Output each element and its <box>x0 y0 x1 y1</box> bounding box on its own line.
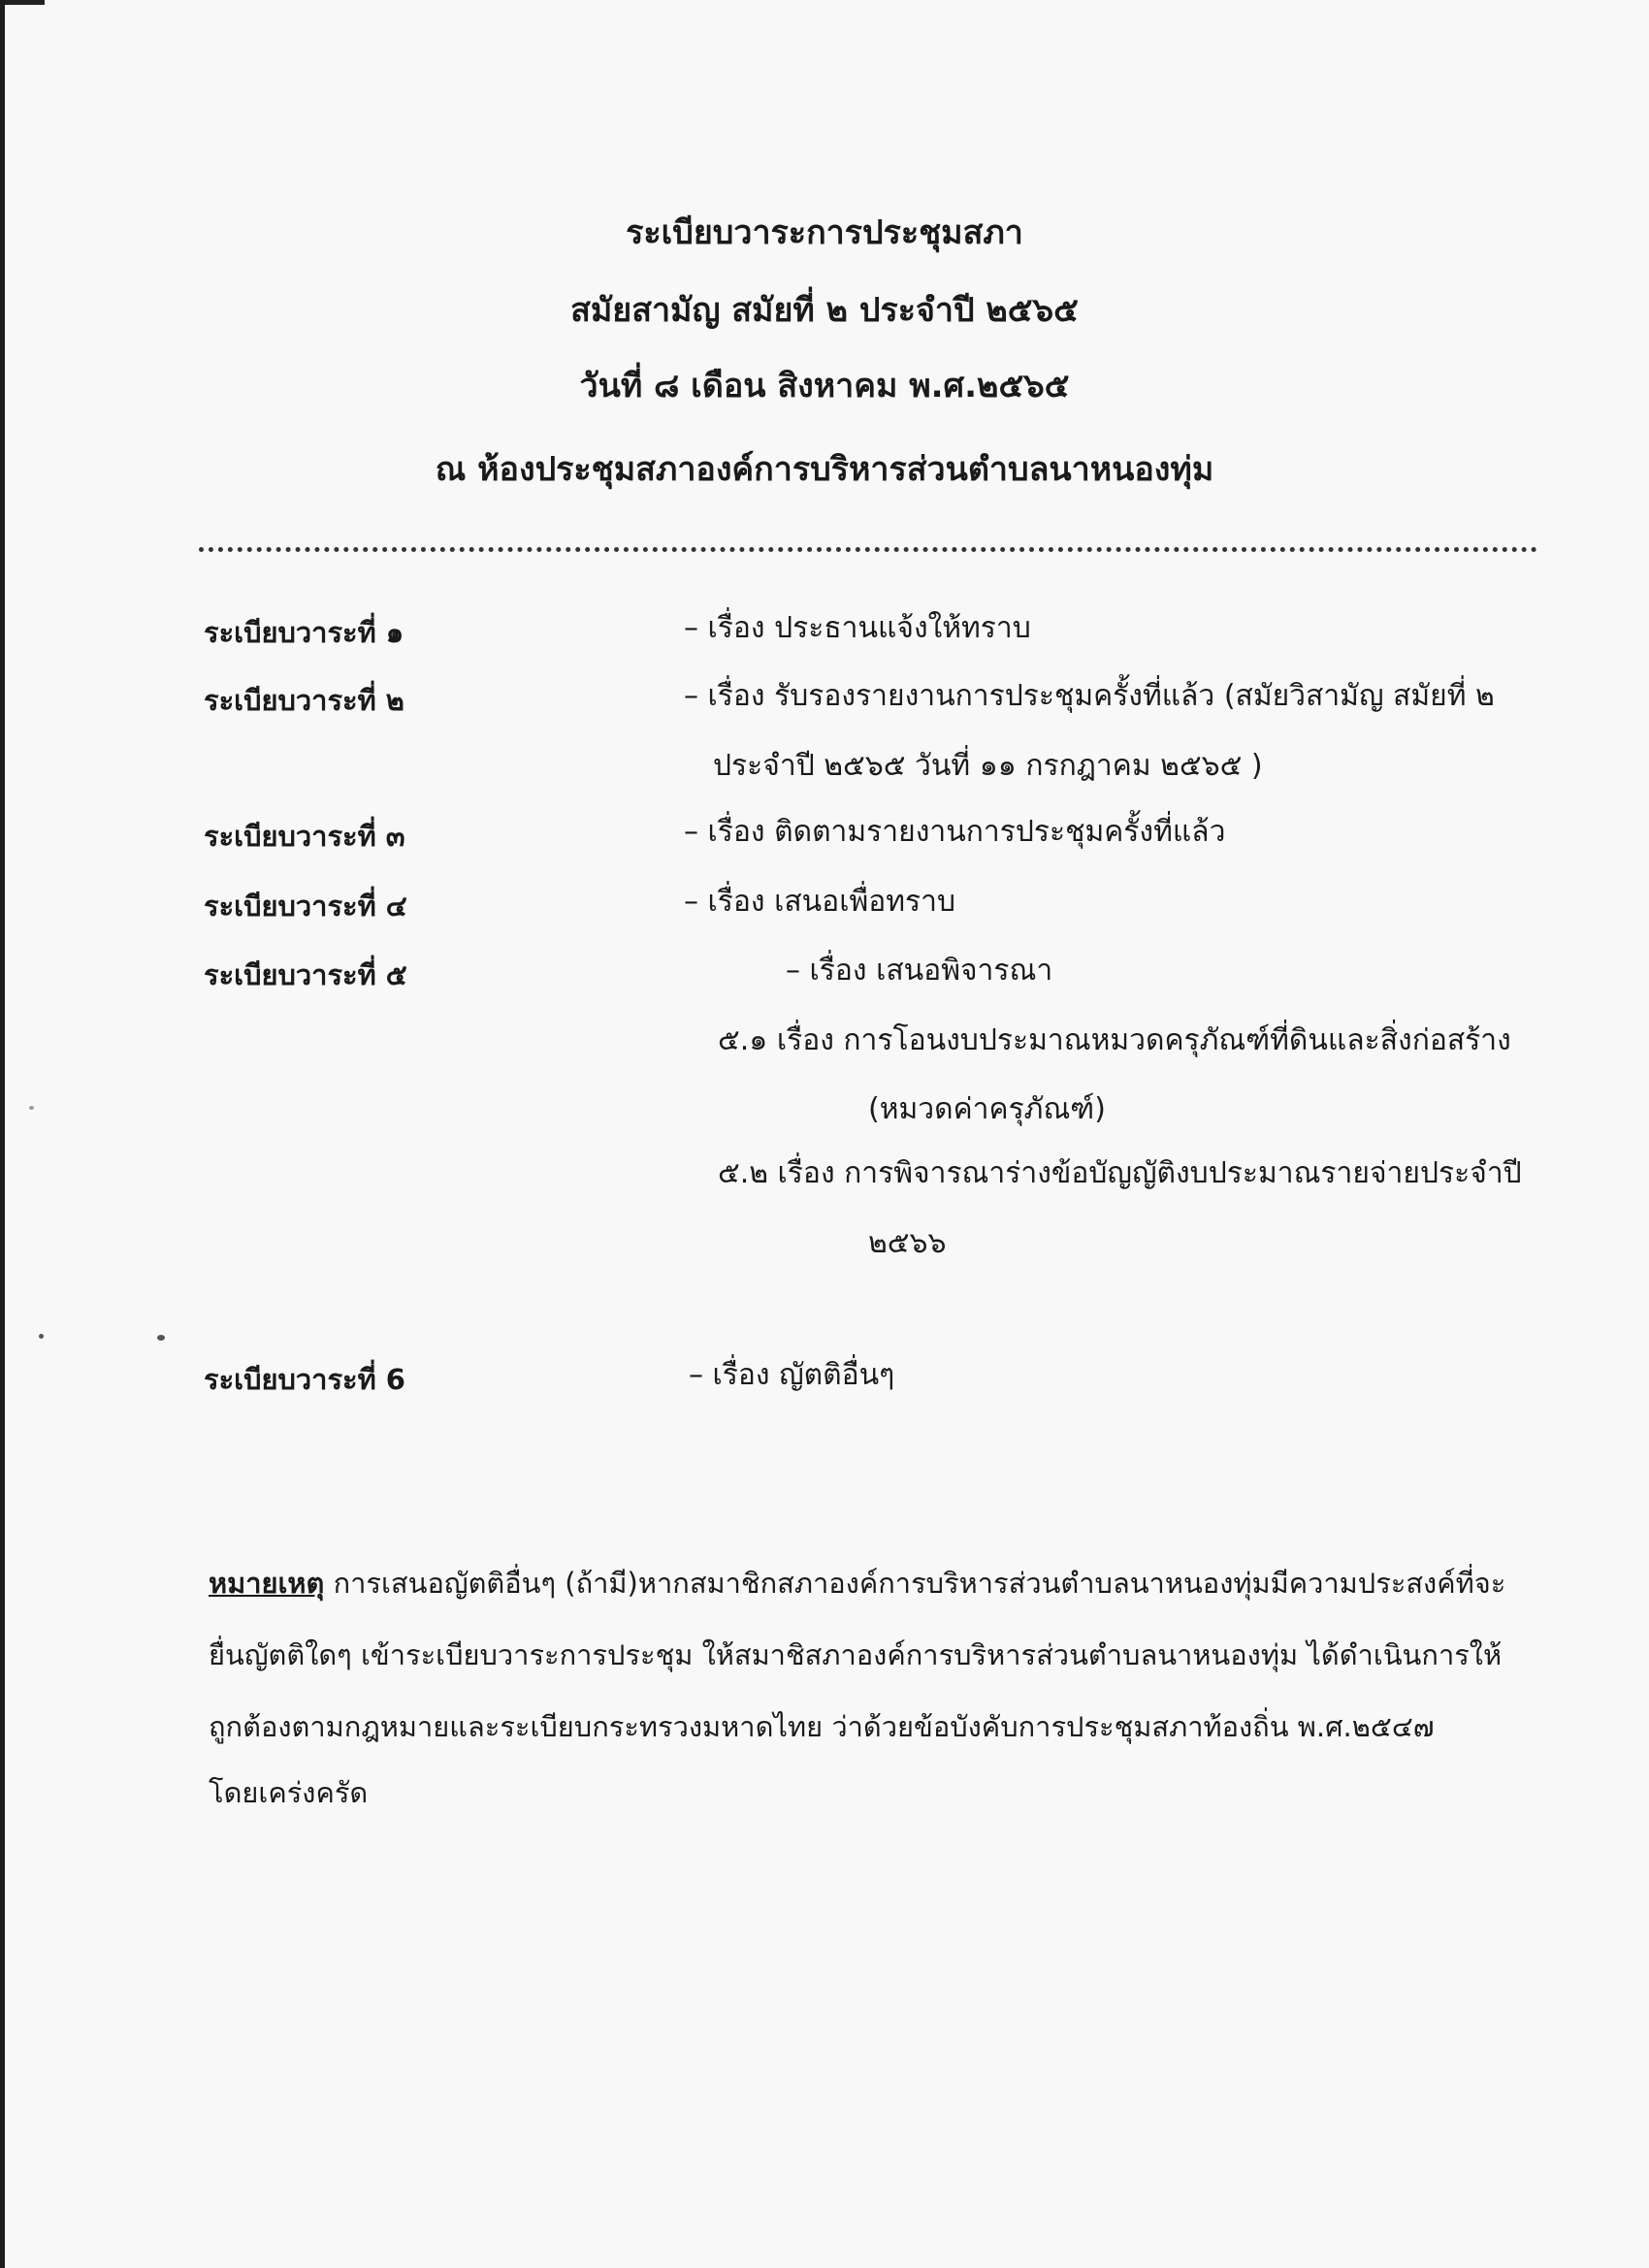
note-line: ยื่นญัตติใดๆ เข้าระเบียบวาระการประชุม ให้สมาชิสภาองค์การบริหารส่วนตำบลนาหนองทุ่ม ได้ดำเนินการให้ <box>209 1638 1503 1671</box>
agenda-text: – เรื่อง ติดตามรายงานการประชุมครั้งที่แล้ว <box>684 815 1226 849</box>
dotted-divider <box>199 539 1537 552</box>
sub-item-text-continued: ๒๕๖๖ <box>868 1226 947 1260</box>
agenda-text: – เรื่อง รับรองรายงานการประชุมครั้งที่แล้ว (สมัยวิสามัญ สมัยที่ ๒ <box>684 679 1495 713</box>
scan-edge-left <box>0 0 5 2268</box>
sub-item-text-continued: (หมวดค่าครุภัณฑ์) <box>868 1092 1106 1126</box>
scan-speck <box>29 1106 34 1110</box>
note-line <box>209 1564 1547 1603</box>
agenda-text: – เรื่อง ญัตติอื่นๆ <box>689 1358 895 1392</box>
agenda-label: ระเบียบวาระที่ ๒ <box>204 684 404 717</box>
agenda-label: ระเบียบวาระที่ ๔ <box>204 890 407 923</box>
agenda-label: ระเบียบวาระที่ ๑ <box>204 616 404 649</box>
session-line: สมัยสามัญ สมัยที่ ๒ ประจำปี ๒๕๖๕ <box>570 291 1079 330</box>
scan-speck <box>157 1335 165 1341</box>
sub-item-text: ๕.๑ เรื่อง การโอนงบประมาณหมวดครุภัณฑ์ที่ดินและสิ่งก่อสร้าง <box>718 1023 1511 1057</box>
venue-line: ณ ห้องประชุมสภาองค์การบริหารส่วนตำบลนาหนองทุ่ม <box>435 450 1214 489</box>
agenda-label: ระเบียบวาระที่ ๕ <box>204 958 407 991</box>
agenda-label: ระเบียบวาระที่ ๓ <box>204 820 405 853</box>
agenda-label: ระเบียบวาระที่ 6 <box>204 1363 405 1396</box>
date-line: วันที่ ๘ เดือน สิงหาคม พ.ศ.๒๕๖๕ <box>579 367 1070 405</box>
scan-speck <box>39 1334 44 1339</box>
note-text: การเสนอญัตติอื่นๆ (ถ้ามี)หากสมาชิกสภาองค์การบริหารส่วนตำบลนาหนองทุ่มมีความประสงค์ที่จะ <box>324 1567 1506 1600</box>
scan-edge-top <box>0 0 45 5</box>
agenda-text: – เรื่อง เสนอเพื่อทราบ <box>684 885 956 919</box>
note-line: โดยเคร่งครัด <box>209 1776 369 1809</box>
agenda-text-continued: ประจำปี ๒๕๖๕ วันที่ ๑๑ กรกฎาคม ๒๕๖๕ ) <box>713 749 1263 783</box>
agenda-text: – เรื่อง ประธานแจ้งให้ทราบ <box>684 611 1031 645</box>
note-title: หมายเหตุ <box>209 1567 325 1600</box>
sub-item-text: ๕.๒ เรื่อง การพิจารณาร่างข้อบัญญัติงบประมาณรายจ่ายประจำปี <box>718 1156 1522 1190</box>
agenda-text: – เรื่อง เสนอพิจารณา <box>786 954 1053 988</box>
document-title: ระเบียบวาระการประชุมสภา <box>626 213 1023 252</box>
note-line: ถูกต้องตามกฎหมายและระเบียบกระทรวงมหาดไทย ว่าด้วยข้อบังคับการประชุมสภาท้องถิ่น พ.ศ.๒๕๔๗ <box>209 1710 1435 1743</box>
